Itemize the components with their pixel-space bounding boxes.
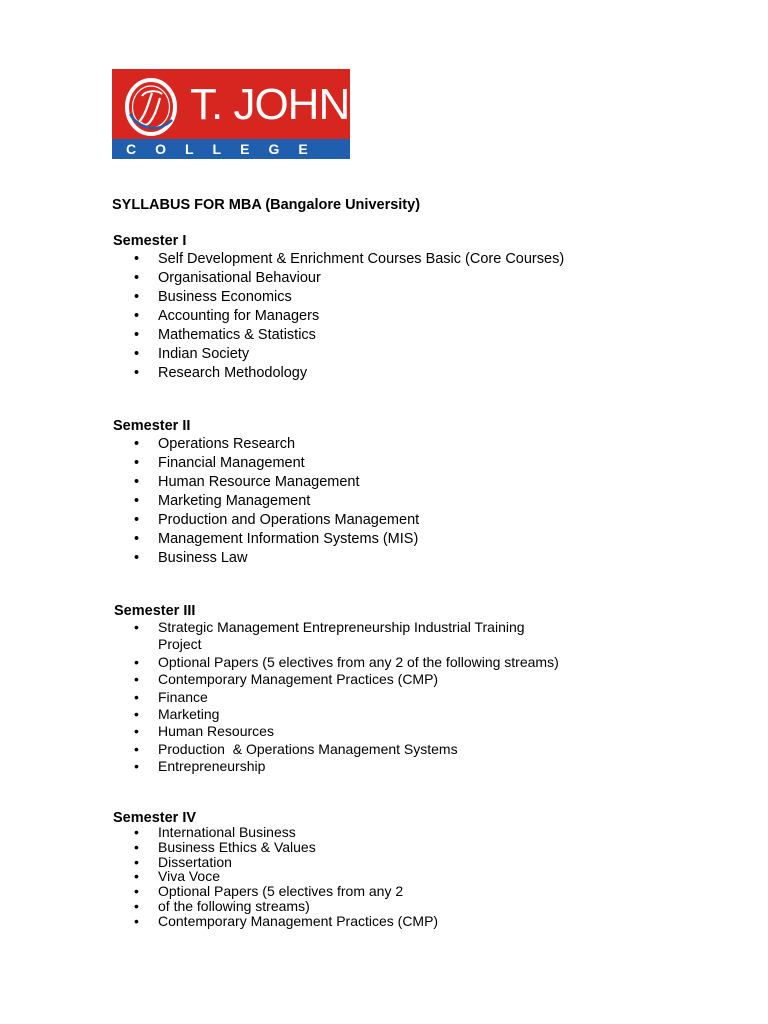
- logo-college-name: T. JOHN: [190, 80, 350, 129]
- semester-3-heading: Semester III: [114, 603, 196, 619]
- list-item: • Marketing: [134, 706, 220, 723]
- list-item: • Operations Research: [134, 436, 296, 452]
- list-item: • Mathematics & Statistics: [134, 327, 316, 343]
- list-item: • Business Law: [134, 550, 248, 566]
- list-item: • Strategic Management Entrepreneurship Industrial Training Project: [134, 619, 525, 653]
- bullet-icon: •: [134, 619, 139, 635]
- logo-subtitle: COLLEGE: [126, 141, 327, 157]
- bullet-icon: •: [134, 740, 139, 757]
- list-item: • Production and Operations Management: [134, 512, 420, 528]
- bullet-icon: •: [134, 758, 139, 775]
- bullet-icon: •: [134, 512, 140, 528]
- semester-1-list: [130, 250, 564, 383]
- college-emblem-icon: [124, 76, 179, 138]
- bullet-icon: •: [134, 550, 140, 566]
- bullet-icon: •: [134, 308, 140, 324]
- list-item: • Management Information Systems (MIS): [134, 531, 419, 547]
- bullet-icon: •: [134, 251, 140, 267]
- bullet-icon: •: [134, 868, 139, 885]
- list-item: • Accounting for Managers: [134, 308, 320, 324]
- document-title: SYLLABUS FOR MBA (Bangalore University): [112, 197, 421, 213]
- logo-subtitle-band: [112, 139, 350, 159]
- bullet-icon: •: [134, 327, 140, 343]
- list-item: • Viva Voce: [134, 868, 221, 885]
- list-item: • Finance: [134, 688, 208, 705]
- list-item: • Marketing Management: [134, 493, 311, 509]
- list-item: • Indian Society: [134, 346, 250, 362]
- list-item: • Production & Operations Management Systems: [134, 740, 458, 757]
- list-item: • Research Methodology: [134, 365, 308, 381]
- bullet-icon: •: [134, 838, 139, 855]
- semester-4-heading: Semester IV: [113, 810, 197, 826]
- semester-2-heading: Semester II: [113, 418, 191, 434]
- bullet-icon: •: [134, 824, 139, 840]
- semester-1-heading: Semester I: [113, 233, 187, 249]
- list-item: • Self Development & Enrichment Courses Basic (Core Courses): [134, 251, 565, 267]
- bullet-icon: •: [134, 365, 140, 381]
- list-item: • Business Ethics & Values: [134, 838, 316, 855]
- bullet-icon: •: [134, 474, 140, 490]
- list-item: • Organisational Behaviour: [134, 270, 321, 286]
- bullet-icon: •: [134, 653, 139, 670]
- bullet-icon: •: [134, 270, 140, 286]
- semester-3-list: [130, 619, 559, 776]
- college-logo: [112, 69, 350, 159]
- semester-2-list: [130, 435, 419, 568]
- bullet-icon: •: [134, 671, 139, 688]
- bullet-icon: •: [134, 853, 139, 870]
- bullet-icon: •: [134, 883, 139, 900]
- list-item: • Business Economics: [134, 289, 292, 305]
- bullet-icon: •: [134, 455, 140, 471]
- list-item: • International Business: [134, 824, 296, 840]
- list-item: • of the following streams): [134, 897, 310, 914]
- list-item: • Human Resources: [134, 723, 274, 740]
- bullet-icon: •: [134, 723, 139, 740]
- bullet-icon: •: [134, 531, 140, 547]
- bullet-icon: •: [134, 912, 139, 929]
- list-item: • Entrepreneurship: [134, 758, 266, 775]
- list-item: • Optional Papers (5 electives from any 2 of the following streams): [134, 653, 559, 670]
- bullet-icon: •: [134, 436, 140, 452]
- bullet-icon: •: [134, 493, 140, 509]
- bullet-icon: •: [134, 897, 139, 914]
- bullet-icon: •: [134, 688, 139, 705]
- list-item: • Contemporary Management Practices (CMP): [134, 671, 439, 688]
- list-item: • Financial Management: [134, 455, 305, 471]
- bullet-icon: •: [134, 289, 140, 305]
- list-item: • Contemporary Management Practices (CMP): [134, 912, 439, 929]
- bullet-icon: •: [134, 346, 140, 362]
- semester-4-list: [130, 825, 438, 929]
- list-item: • Dissertation: [134, 853, 232, 870]
- list-item: • Human Resource Management: [134, 474, 360, 490]
- list-item: • Optional Papers (5 electives from any 2: [134, 883, 404, 900]
- bullet-icon: •: [134, 706, 139, 723]
